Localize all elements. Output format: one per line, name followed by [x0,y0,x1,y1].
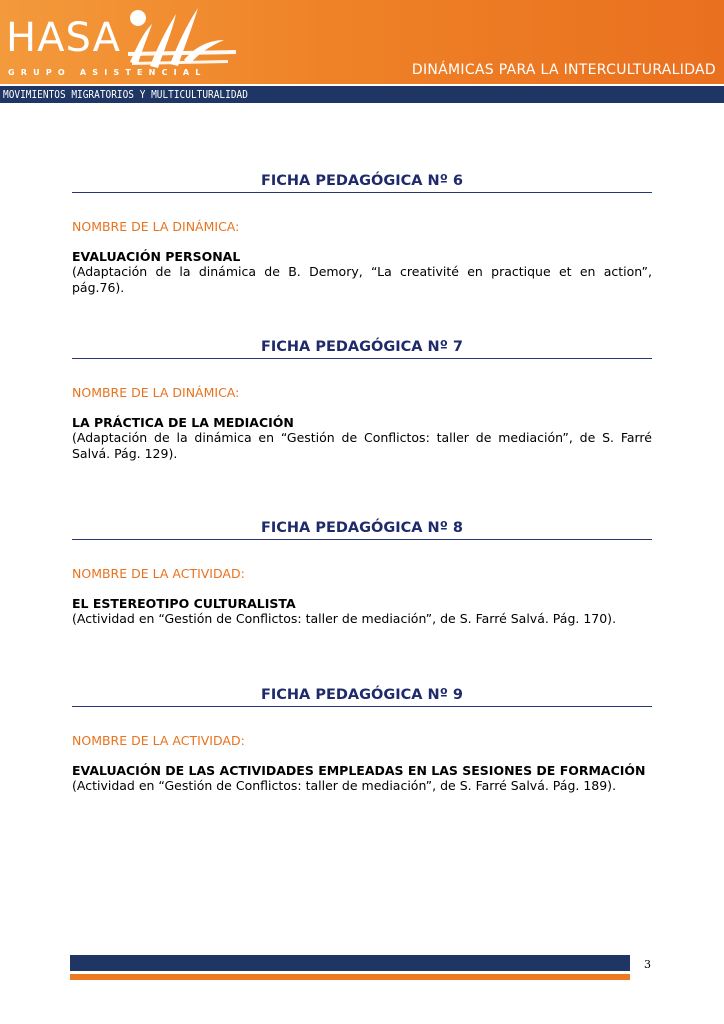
ficha-name: LA PRÁCTICA DE LA MEDIACIÓN [72,415,294,430]
page-header [0,0,724,84]
logo-subtitle: GRUPO ASISTENCIAL [8,68,207,77]
hasa-logo-icon [124,4,244,76]
ficha-9 [72,686,652,794]
ficha-label: NOMBRE DE LA DINÁMICA: [72,219,240,234]
ficha-source: (Actividad en “Gestión de Conflictos: taller de mediación”, de S. Farré Salvá. Pág. 170). [72,611,617,626]
ficha-label: NOMBRE DE LA ACTIVIDAD: [72,566,245,581]
ficha-name: EL ESTEREOTIPO CULTURALISTA [72,596,296,611]
ficha-name: EVALUACIÓN DE LAS ACTIVIDADES EMPLEADAS EN LAS SESIONES DE FORMACIÓN [72,763,646,778]
ficha-title: FICHA PEDAGÓGICA Nº 6 [72,172,652,193]
logo-text: HASA [6,15,121,61]
ficha-source: (Adaptación de la dinámica en “Gestión de Conflictos: taller de mediación”, de S. Farré Salvá. Pág. 129). [72,430,652,461]
document-title: DINÁMICAS PARA LA INTERCULTURALIDAD [411,62,716,78]
ficha-7 [72,338,652,462]
footer-orange-bar [70,974,630,980]
page-number: 3 [644,958,651,971]
ficha-name: EVALUACIÓN PERSONAL [72,249,241,264]
ficha-8 [72,519,652,627]
section-band-text: MOVIMIENTOS MIGRATORIOS Y MULTICULTURALIDAD [3,88,248,101]
ficha-label: NOMBRE DE LA ACTIVIDAD: [72,733,245,748]
ficha-title: FICHA PEDAGÓGICA Nº 8 [72,519,652,540]
ficha-6 [72,172,652,296]
ficha-label: NOMBRE DE LA DINÁMICA: [72,385,240,400]
footer-navy-bar [70,955,630,971]
ficha-source: (Actividad en “Gestión de Conflictos: taller de mediación”, de S. Farré Salvá. Pág. 189). [72,778,617,793]
ficha-title: FICHA PEDAGÓGICA Nº 9 [72,686,652,707]
ficha-source: (Adaptación de la dinámica de B. Demory, “La creativité en practique et en action”, pág.76). [72,264,652,295]
ficha-title: FICHA PEDAGÓGICA Nº 7 [72,338,652,359]
